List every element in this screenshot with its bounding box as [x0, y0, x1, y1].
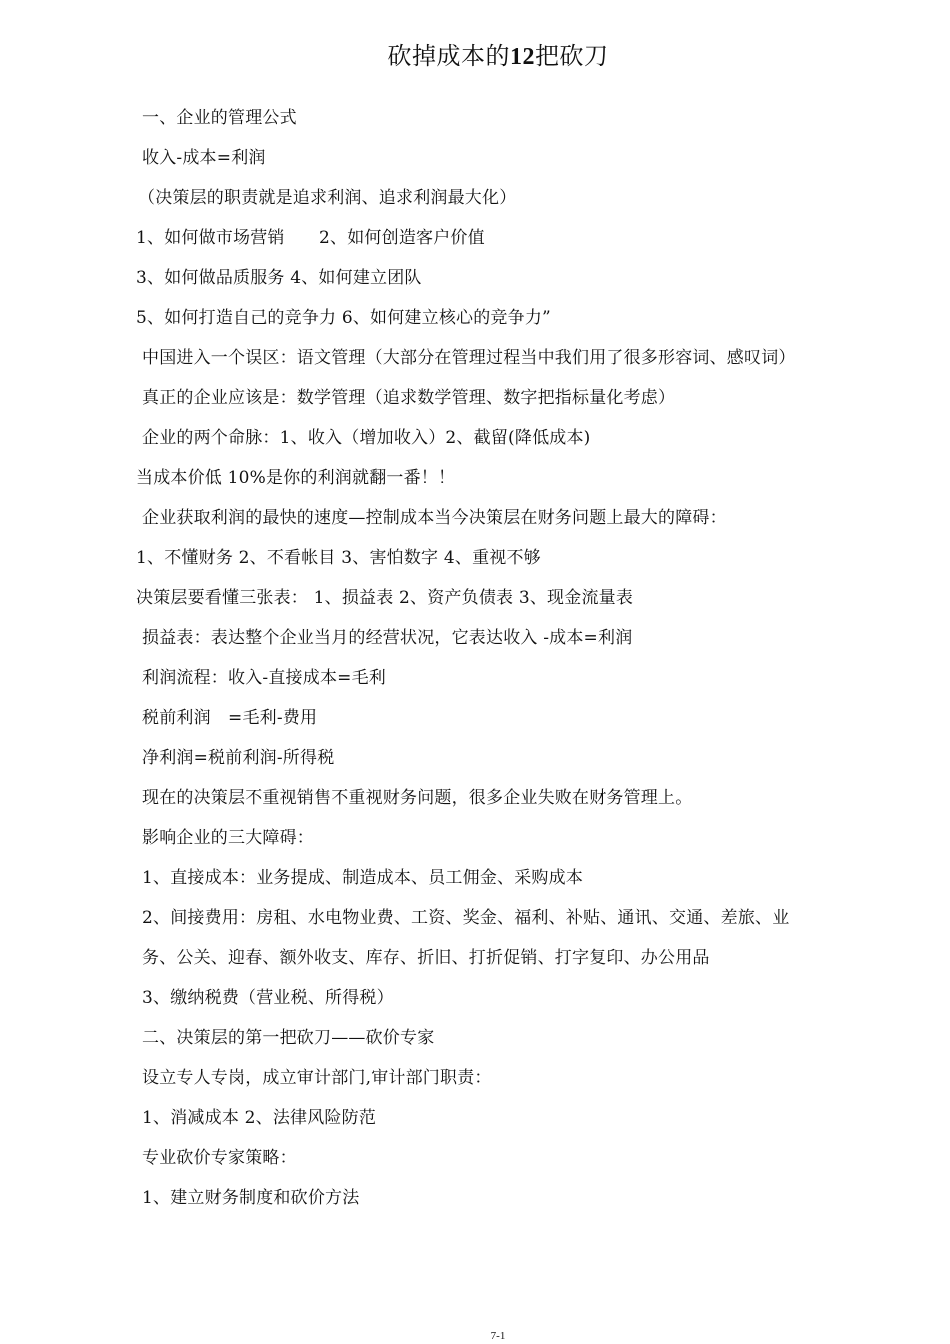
- page-number: 7-1: [490, 1330, 506, 1342]
- line-fastest-profit: 企业获取利润的最快的速度—控制成本当今决策层在财务问题上最大的障碍：: [142, 508, 727, 528]
- line-misconception: 中国进入一个误区：语文管理（大部分在管理过程当中我们用了很多形容词、感叹词）: [142, 348, 796, 368]
- line-formula: 收入-成本=利润: [142, 148, 266, 168]
- line-income-statement: 损益表：表达整个企业当月的经营状况，它表达收入 -成本=利润: [142, 628, 633, 648]
- line-audit-duties: 1、消减成本 2、法律风险防范: [142, 1108, 377, 1128]
- line-direct-cost: 1、直接成本：业务提成、制造成本、员工佣金、采购成本: [142, 868, 584, 888]
- line-profit-flow: 利润流程：收入-直接成本=毛利: [142, 668, 386, 688]
- line-net-profit: 净利润=税前利润-所得税: [142, 748, 335, 768]
- line-three-obstacles: 影响企业的三大障碍：: [142, 828, 314, 848]
- line-strategy-1: 1、建立财务制度和砍价方法: [142, 1188, 360, 1208]
- line-taxes: 3、缴纳税费（营业税、所得税）: [142, 988, 394, 1008]
- line-indirect-cost-2: 务、公关、迎春、额外收支、库存、折旧、打折促销、打字复印、办公用品: [142, 948, 710, 968]
- line-duty: （决策层的职责就是追求利润、追求利润最大化）: [138, 188, 517, 208]
- line-lifelines: 企业的两个命脉：1、收入（增加收入）2、截留(降低成本): [142, 428, 591, 448]
- line-current-state: 现在的决策层不重视销售不重视财务问题，很多企业失败在财务管理上。: [142, 788, 693, 808]
- line-three-statements: 决策层要看懂三张表： 1、损益表 2、资产负债表 3、现金流量表: [136, 588, 634, 608]
- page-title: [0, 38, 950, 75]
- line-math-management: 真正的企业应该是：数学管理（追求数学管理、数字把指标量化考虑）: [142, 388, 676, 408]
- line-strategy-heading: 专业砍价专家策略：: [142, 1148, 297, 1168]
- line-pretax-profit: 税前利润 =毛利-费用: [142, 708, 318, 728]
- title-prefix: 砍掉成本的: [387, 42, 510, 70]
- line-audit-department: 设立专人专岗，成立审计部门,审计部门职责：: [142, 1068, 492, 1088]
- line-list-3-4: 3、如何做品质服务 4、如何建立团队: [136, 268, 422, 288]
- line-indirect-cost-1: 2、间接费用：房租、水电物业费、工资、奖金、福利、补贴、通讯、交通、差旅、业: [142, 908, 790, 928]
- line-section-1-heading: 一、企业的管理公式: [142, 108, 297, 128]
- line-section-2-heading: 二、决策层的第一把砍刀——砍价专家: [142, 1028, 435, 1048]
- line-cost-10-percent: 当成本价低 10%是你的利润就翻一番！！: [136, 468, 456, 488]
- title-suffix: 把砍刀: [535, 42, 609, 70]
- line-obstacles-list: 1、不懂财务 2、不看帐目 3、害怕数字 4、重视不够: [136, 548, 541, 568]
- line-list-1-2: 1、如何做市场营销 2、如何创造客户价值: [136, 228, 485, 248]
- title-number: 12: [510, 44, 535, 70]
- line-list-5-6: 5、如何打造自己的竞争力 6、如何建立核心的竞争力”: [136, 308, 551, 328]
